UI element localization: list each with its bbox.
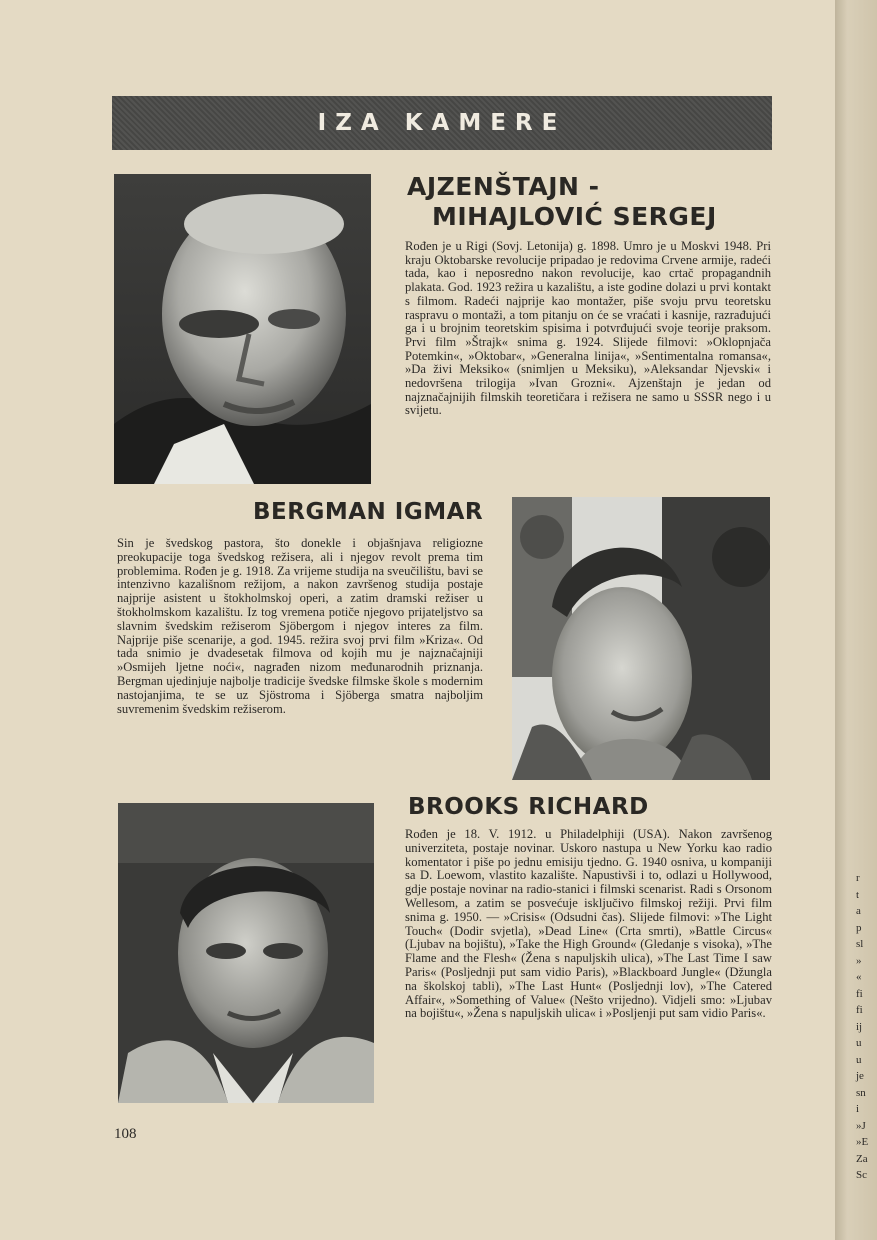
next-page-edge-text: r t a p sl » « fi fi ij u u je sn i »J »E Za Sc	[856, 872, 869, 1181]
bio-bergman: Sin je švedskog pastora, što donekle i objašnjava religiozne preokupacije toga švedskog režisera, ali i njegov revolt prema tim problemima. Rođen je g. 1918. Za vrijeme studija na sveučilištu, bavi se intenzivno kazališnom režijom, a nakon završenog studija postaje najprije asistent u štokholmskoj operi, a zatim dramski režiser u štokholmskom kazalištu. Iz tog vremena potiče njegovo prijateljstvo sa slavnim švedskim režiserom Sjöbergom i njegov interes za film. Najprije piše scenarije, a god. 1945. režira svoj prvi film »Kriza«. Od tada snimio je dvadesetak filmova od kojih mu je najznačajniji »Osmijeh ljetne noći«, nagrađen nizom međunarodnih priznanja. Bergman ujedinjuje najbolje tradicije švedske filmske škole s modernim nastojanjima, te se uz Sjöstroma i Sjöberga smatra najboljim suvremenim švedskim režiserom.	[117, 536, 483, 716]
name-ajzenstajn-line2: MIHAJLOVIĆ SERGEJ	[432, 202, 717, 231]
portrait-photo-brooks	[118, 803, 374, 1103]
bio-brooks: Rođen je 18. V. 1912. u Philadelphiji (USA). Nakon završenog univerziteta, postaje novinar. Uskoro nastupa u New Yorku kao radio komentator i piše po jednu emisiju tjedno. G. 1940 osniva, u kompaniji sa D. Loewom, vlastito kazalište. Napustivši i to, odlazi u Hollywood, gdje postaje novinar na radio-stanici i filmski scenarist. Radi s Orsonom Wellesom, a zatim se posvećuje isključivo filmskoj režiji. Prvi film snima g. 1950. — »Crisis« (Odsudni čas). Slijede filmovi: »The Light Touch« (Dodir svjetla), »Dead Line« (Crta smrti), »Battle Circus« (Ljubav na bojištu), »Take the High Ground« (Gledanje s visoka), »The Flame and the Flesh« (Žena s napuljskih ulica), »The Last Time I saw Paris« (Posljednji put sam vidio Paris), »Blackboard Jungle« (Džungla na školskoj tabli), »The Last Hunt« (Posljednji lov), »The Catered Affair«, »Something of Value« (Nešto vrijedno). Vidjeli smo: »Ljubav na bojištu«, »Žena s napuljskih ulica« i »Posljenji put sam vidio Paris«.	[405, 827, 772, 1021]
section-banner	[112, 96, 772, 150]
name-brooks: BROOKS RICHARD	[408, 794, 649, 820]
portrait-photo-ajzenstajn	[114, 174, 371, 484]
name-ajzenstajn-line1: AJZENŠTAJN -	[407, 172, 600, 201]
portrait-photo-bergman	[512, 497, 770, 780]
section-title: IZA KAMERE	[317, 110, 567, 136]
bio-ajzenstajn: Rođen je u Rigi (Sovj. Letonija) g. 1898. Umro je u Moskvi 1948. Pri kraju Oktobarske revolucije pripadao je redovima Crvene armije, radeći tada, kao i neposredno nakon revolucije, kao crtač propagandnih plakata. God. 1923 režira u kazalištu, a iste godine dolazi u prvi kontakt s filmom. Radeći najprije kao montažer, piše svoju prvu teoretsku raspravu o montaži, a tom pitanju on će se vraćati i kasnije, razrađujući ga i u brojnim teoretskim spisima i potvrđujući svoje teorije praksom. Prvi film »Štrajk« snima g. 1924. Slijede filmovi: »Oklopnjača Potemkin«, »Oktobar«, »Generalna linija«, »Sentimentalna romansa«, »Da živi Meksiko« (snimljen u Meksiku), »Aleksandar Njevski« i nedovršena trilogija »Ivan Grozni«. Ajzenštajn je jedan od najznačajnijih filmskih teoretičara i režisera ne samo u SSSR nego i u svijetu.	[405, 239, 771, 418]
name-bergman: BERGMAN IGMAR	[253, 499, 484, 525]
page-number: 108	[114, 1126, 137, 1142]
